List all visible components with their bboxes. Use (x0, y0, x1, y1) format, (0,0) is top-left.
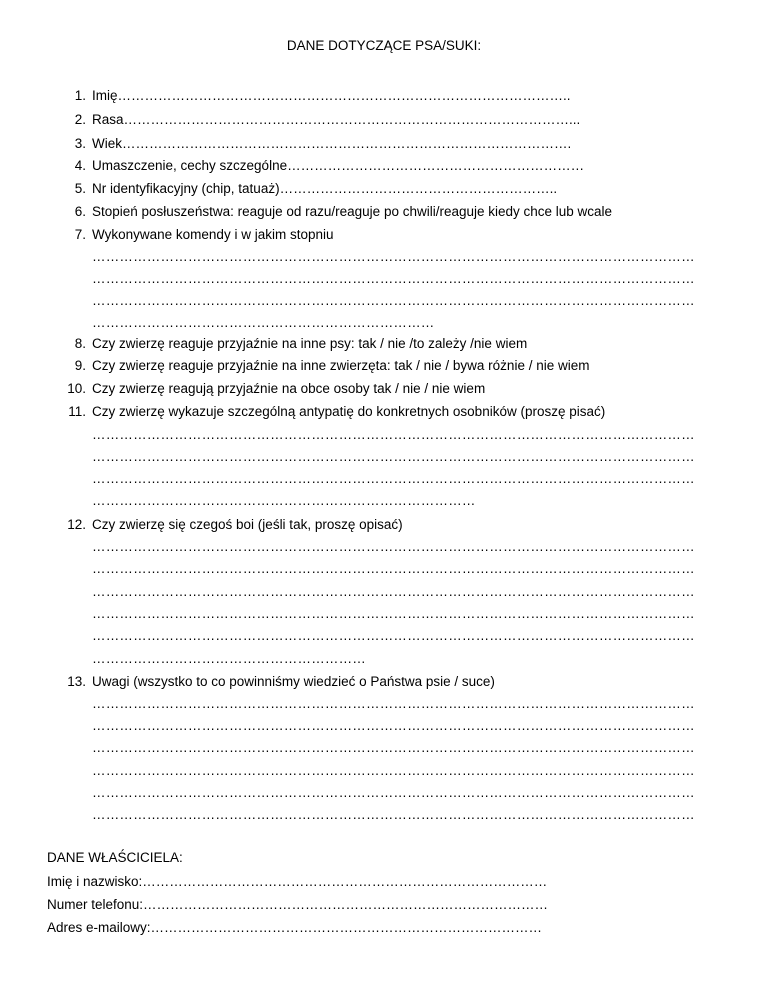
question-text: Czy zwierzę się czegoś boi (jeśli tak, proszę opisać) (92, 517, 403, 532)
answer-line[interactable]: …………………………………………………… (92, 651, 366, 666)
question-number: 5. (74, 181, 86, 196)
owner-field[interactable]: Numer telefonu:……………………………………………………………………………… (47, 897, 549, 912)
question-text: Uwagi (wszystko to co powinniśmy wiedzieć o Państwa psie / suce) (92, 674, 495, 689)
question-number: 3. (74, 136, 86, 151)
answer-line[interactable]: …………………………………………………………………………………………………………………… (92, 606, 695, 621)
question-number: 2. (74, 112, 86, 127)
question-number: 12. (67, 517, 86, 532)
question-text: Czy zwierzę reaguje przyjaźnie na inne psy: tak / nie /to zależy /nie wiem (92, 336, 528, 351)
answer-line[interactable]: …………………………………………………………………………………………………………………… (92, 628, 695, 643)
answer-line[interactable]: …………………………………………………………………………………………………………………… (92, 249, 695, 264)
question-text: Umaszczenie, cechy szczególne………………………………………………………… (92, 158, 585, 173)
page-title: DANE DOTYCZĄCE PSA/SUKI: (286, 38, 482, 53)
question-number: 10. (67, 381, 86, 396)
answer-line[interactable]: …………………………………………………………………………………………………………………… (92, 539, 695, 554)
answer-line[interactable]: …………………………………………………………………………………………………………………… (92, 696, 695, 711)
question-number: 8. (74, 336, 86, 351)
question-number: 11. (68, 404, 86, 419)
answer-line[interactable]: …………………………………………………………………………………………………………………… (92, 427, 695, 442)
question-text: Wiek………………………………………………………………………………………. (92, 136, 572, 151)
answer-line[interactable]: …………………………………………………………………………………………………………………… (92, 271, 695, 286)
question-text: Wykonywane komendy i w jakim stopniu (92, 227, 334, 242)
question-number: 13. (67, 674, 86, 689)
owner-field[interactable]: Imię i nazwisko:……………………………………………………………………………… (47, 874, 548, 889)
question-text: Stopień posłuszeństwa: reaguje od razu/reaguje po chwili/reaguje kiedy chce lub wcale (92, 204, 613, 219)
answer-line[interactable]: …………………………………………………………………………………………………………………… (92, 718, 695, 733)
answer-line[interactable]: …………………………………………………………………………………………………………………… (92, 807, 695, 822)
question-text: Nr identyfikacyjny (chip, tatuaż)…………………………………………………….. (92, 181, 558, 196)
question-text: Czy zwierzę reagują przyjaźnie na obce osoby tak / nie / nie wiem (92, 381, 486, 396)
answer-line[interactable]: …………………………………………………………………………………………………………………… (92, 449, 695, 464)
answer-line[interactable]: …………………………………………………………………………………………………………………… (92, 763, 695, 778)
question-number: 4. (74, 158, 86, 173)
owner-field[interactable]: Adres e-mailowy:…………………………………………………………………………… (47, 920, 543, 935)
question-number: 7. (74, 227, 86, 242)
owner-heading: DANE WŁAŚCICIELA: (47, 850, 183, 865)
answer-line[interactable]: …………………………………………………………………………………………………………………… (92, 471, 695, 486)
question-number: 9. (74, 358, 86, 373)
answer-line[interactable]: …………………………………………………………………………………………………………………… (92, 785, 695, 800)
answer-line[interactable]: …………………………………………………………………………………………………………………… (92, 561, 695, 576)
question-text: Czy zwierzę reaguje przyjaźnie na inne zwierzęta: tak / nie / bywa różnie / nie wiem (92, 358, 590, 373)
question-number: 6. (74, 204, 86, 219)
question-text: Imię……………………………………………………………………………………….. (92, 88, 571, 103)
answer-line[interactable]: …………………………………………………………………………………………………………………… (92, 584, 695, 599)
answer-line[interactable]: …………………………………………………………………………………………………………………… (92, 293, 695, 308)
question-number: 1. (74, 88, 86, 103)
question-text: Czy zwierzę wykazuje szczególną antypatię do konkretnych osobników (proszę pisać) (92, 404, 606, 419)
answer-line[interactable]: …………………………………………………………………………………………………………………… (92, 740, 695, 755)
answer-line[interactable]: ………………………………………………………………… (92, 315, 435, 330)
question-text: Rasa………………………………………………………………………………………... (92, 112, 581, 127)
answer-line[interactable]: ………………………………………………………………………… (92, 493, 476, 508)
